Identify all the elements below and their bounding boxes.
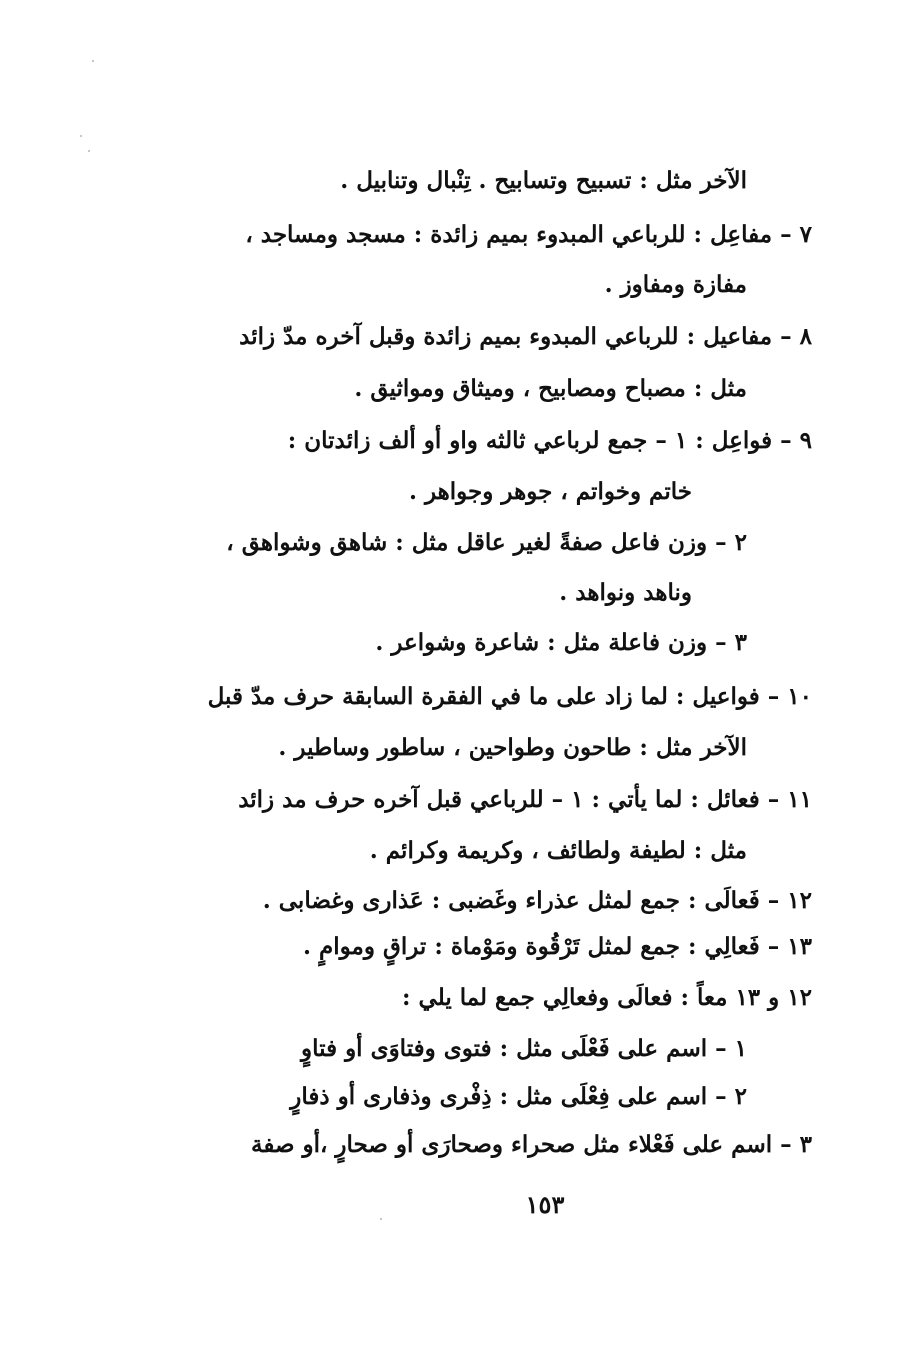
text-line: الآخر مثل : تسبيح وتسابيح . تِنْبال وتنابيل . xyxy=(340,167,747,194)
text-line: الآخر مثل : طاحون وطواحين ، ساطور وساطير . xyxy=(278,734,747,761)
text-line: ١٠ – فواعيل : لما زاد على ما في الفقرة السابقة حرف مدّ قبل xyxy=(207,683,812,710)
text-line: مثل : لطيفة ولطائف ، وكريمة وكرائم . xyxy=(369,837,747,864)
text-line: مثل : مصباح ومصابيح ، وميثاق ومواثيق . xyxy=(354,375,747,402)
text-line: وناهد ونواهد . xyxy=(559,579,692,606)
text-line: ٣ – اسم على فَعْلاء مثل صحراء وصحارَى أو صحارٍ ،أو صفة xyxy=(250,1131,812,1158)
scan-speck xyxy=(80,135,82,137)
text-line: ١٣ – فَعالِي : جمع لمثل تَرْقُوة ومَوْماة : تراقٍ وموامٍ . xyxy=(303,933,812,960)
page-number: ١٥٣ xyxy=(525,1190,565,1219)
scan-speck xyxy=(92,60,94,62)
text-line: ٨ – مفاعيل : للرباعي المبدوء بميم زائدة وقبل آخره مدّ زائد xyxy=(239,323,812,350)
text-line: ٢ – اسم على فِعْلَى مثل : ذِفْرى وذفارى أو ذفارٍ xyxy=(290,1083,747,1110)
text-line: ٢ – وزن فاعل صفةً لغير عاقل مثل : شاهق وشواهق ، xyxy=(226,529,747,556)
text-line: ١٢ – فَعالَى : جمع لمثل عذراء وغَضبى : عَذارى وغضابى . xyxy=(262,887,812,914)
text-line: ١١ – فعائل : لما يأتي : ١ – للرباعي قبل آخره حرف مد زائد xyxy=(238,786,812,813)
text-line: ٣ – وزن فاعلة مثل : شاعرة وشواعر . xyxy=(375,629,747,656)
text-line: ٧ – مفاعِل : للرباعي المبدوء بميم زائدة : مسجد ومساجد ، xyxy=(245,221,812,248)
text-line: خاتم وخواتم ، جوهر وجواهر . xyxy=(408,478,692,505)
scan-speck xyxy=(88,150,90,152)
text-line: ٩ – فواعِل : ١ – جمع لرباعي ثالثه واو أو ألف زائدتان : xyxy=(287,427,812,454)
text-line: ١٢ و ١٣ معاً : فعالَى وفعالِي جمع لما يلي : xyxy=(402,984,812,1011)
text-line: ١ – اسم على فَعْلَى مثل : فتوى وفتاوَى أو فتاوٍ xyxy=(301,1035,747,1062)
text-line: مفازة ومفاوز . xyxy=(604,271,747,298)
